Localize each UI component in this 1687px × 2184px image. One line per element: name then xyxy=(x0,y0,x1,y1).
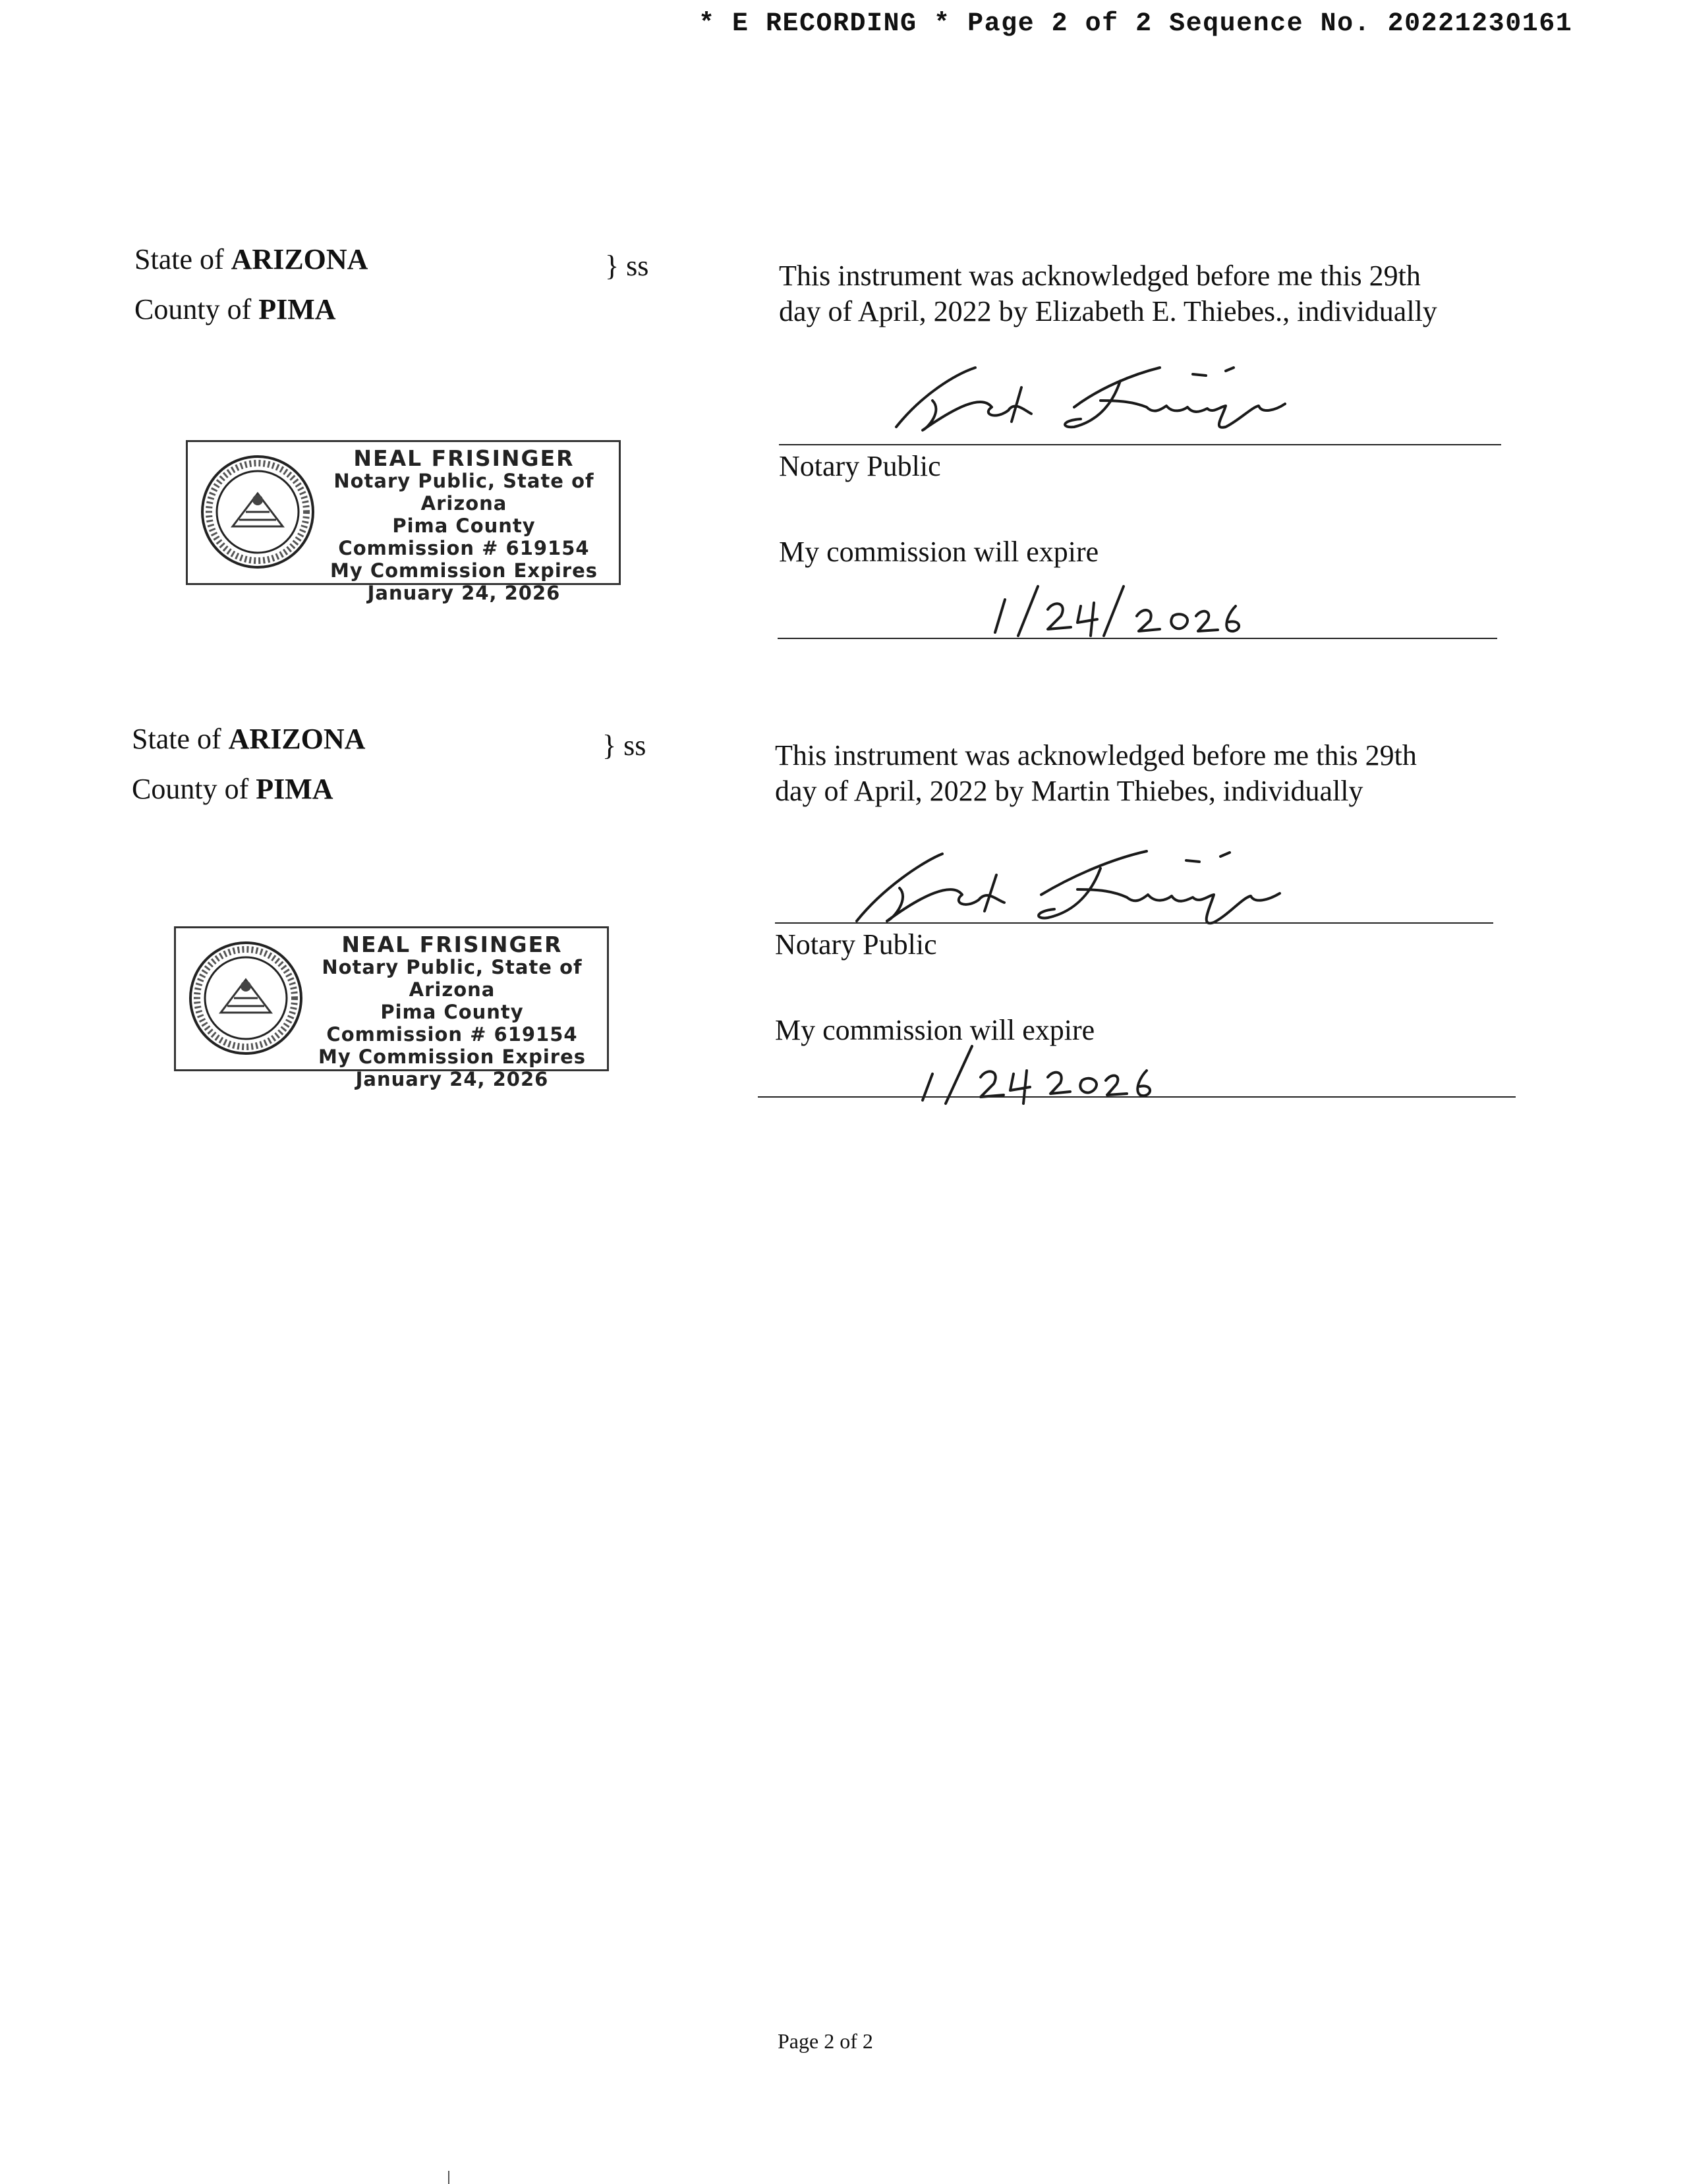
ss-mark: } ss xyxy=(605,250,649,282)
county-value: PIMA xyxy=(256,773,333,805)
acknowledgment-line-2: day of April, 2022 by Martin Thiebes, individually xyxy=(775,775,1363,807)
notary-signature xyxy=(883,348,1331,447)
stamp-line-4: Commission # 619154 xyxy=(338,537,590,559)
notary-signature xyxy=(844,829,1318,941)
stamp-line-3: Pima County xyxy=(380,1001,524,1023)
stamp-name: NEAL FRISINGER xyxy=(353,445,575,471)
state-seal-icon xyxy=(200,454,316,570)
signature-graphic xyxy=(883,348,1331,447)
county-label: County of xyxy=(132,773,249,805)
commission-label: My commission will expire xyxy=(775,1014,1095,1046)
notary-stamp xyxy=(186,440,621,604)
notary-signature-line xyxy=(779,444,1501,445)
state-line xyxy=(134,245,368,274)
county-value: PIMA xyxy=(258,293,336,325)
stamp-line-2: Notary Public, State of Arizona xyxy=(322,956,583,1001)
acknowledgment-line-1: This instrument was acknowledged before me this 29th xyxy=(779,260,1421,292)
acknowledgment-line-1: This instrument was acknowledged before me this 29th xyxy=(775,739,1417,771)
stamp-line-4: Commission # 619154 xyxy=(326,1023,578,1046)
county-label: County of xyxy=(134,293,252,325)
ss-mark: } ss xyxy=(602,729,646,762)
stamp-line-6: January 24, 2026 xyxy=(355,1068,549,1090)
stamp-line-5: My Commission Expires xyxy=(318,1046,586,1068)
county-line xyxy=(134,295,336,324)
signature-graphic xyxy=(844,829,1318,941)
state-line xyxy=(132,725,365,754)
commission-date-line xyxy=(778,638,1497,639)
commission-label: My commission will expire xyxy=(779,536,1099,568)
scan-mark xyxy=(448,2171,449,2184)
notary-public-label: Notary Public xyxy=(779,450,941,482)
commission-date-line xyxy=(758,1096,1516,1098)
notary-public-label: Notary Public xyxy=(775,928,937,961)
date-handwriting-graphic xyxy=(982,580,1245,639)
stamp-name: NEAL FRISINGER xyxy=(341,932,563,957)
commission-date-handwritten xyxy=(982,580,1245,639)
acknowledgment-line-2: day of April, 2022 by Elizabeth E. Thiebes., individually xyxy=(779,295,1437,327)
county-line xyxy=(132,775,333,804)
stamp-text xyxy=(301,934,603,1090)
page-number: Page 2 of 2 xyxy=(778,2029,873,2053)
stamp-line-2: Notary Public, State of Arizona xyxy=(333,470,594,515)
state-seal-icon xyxy=(188,940,304,1056)
state-label: State of xyxy=(134,243,224,275)
notary-signature-line xyxy=(775,922,1493,924)
recording-header: * E RECORDING * Page 2 of 2 Sequence No. 20221230161 xyxy=(699,9,1573,39)
state-value: ARIZONA xyxy=(228,723,366,755)
stamp-text xyxy=(313,447,615,604)
state-label: State of xyxy=(132,723,221,755)
notary-stamp xyxy=(174,926,609,1090)
state-value: ARIZONA xyxy=(231,243,368,275)
acknowledgment-text xyxy=(779,258,1543,329)
stamp-line-6: January 24, 2026 xyxy=(367,582,561,604)
stamp-line-5: My Commission Expires xyxy=(329,559,598,582)
stamp-line-3: Pima County xyxy=(392,515,536,537)
acknowledgment-text xyxy=(775,738,1539,809)
